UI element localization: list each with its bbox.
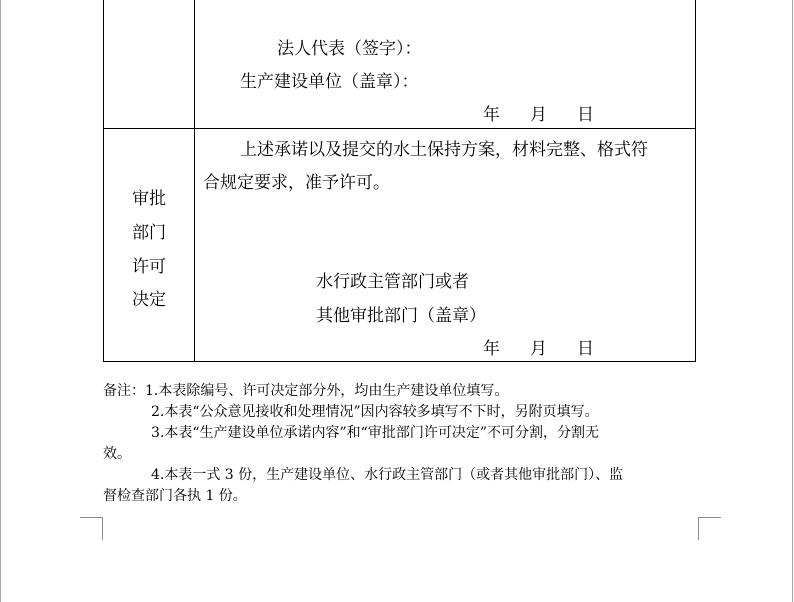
date-month-label: 月 xyxy=(530,339,547,359)
remark-line: 备注：1.本表除编号、许可决定部分外，均由生产建设单位填写。 xyxy=(103,383,509,399)
approving-authority-seal-label: 其他审批部门（盖章） xyxy=(316,306,486,326)
remark-line: 督检查部门各执 1 份。 xyxy=(103,488,247,504)
date-month-label: 月 xyxy=(530,105,547,125)
table-left-border xyxy=(103,0,104,362)
legal-representative-signature-label: 法人代表（签字）： xyxy=(277,39,422,59)
date-day-label: 日 xyxy=(577,105,594,125)
decision-label-line: 许可 xyxy=(132,257,166,277)
date-year-label: 年 xyxy=(483,105,500,125)
remark-line: 效。 xyxy=(103,446,131,462)
date-year-label: 年 xyxy=(483,339,500,359)
decision-statement-line: 上述承诺以及提交的水土保持方案，材料完整、格式符 xyxy=(240,140,648,160)
approving-authority-label: 水行政主管部门或者 xyxy=(316,272,469,292)
decision-label-line: 审批 xyxy=(132,189,166,209)
page-left-edge xyxy=(0,0,1,602)
table-column-divider xyxy=(194,0,195,362)
date-day-label: 日 xyxy=(577,339,594,359)
decision-statement-line: 合规定要求，准予许可。 xyxy=(203,173,390,193)
decision-label-line: 决定 xyxy=(132,290,166,310)
table-row-divider xyxy=(103,128,696,129)
decision-label-line: 部门 xyxy=(132,223,166,243)
remark-line: 4.本表一式 3 份，生产建设单位、水行政主管部门（或者其他审批部门）、监 xyxy=(151,467,624,483)
table-right-border xyxy=(695,0,696,362)
table-bottom-border xyxy=(103,361,696,362)
remark-line: 3.本表“生产建设单位承诺内容”和“审批部门许可决定”不可分割，分割无 xyxy=(151,425,599,441)
remark-line: 2.本表“公众意见接收和处理情况”因内容较多填写不下时，另附页填写。 xyxy=(151,404,599,420)
builder-seal-label: 生产建设单位（盖章）： xyxy=(240,72,419,92)
page-right-edge xyxy=(792,0,793,602)
